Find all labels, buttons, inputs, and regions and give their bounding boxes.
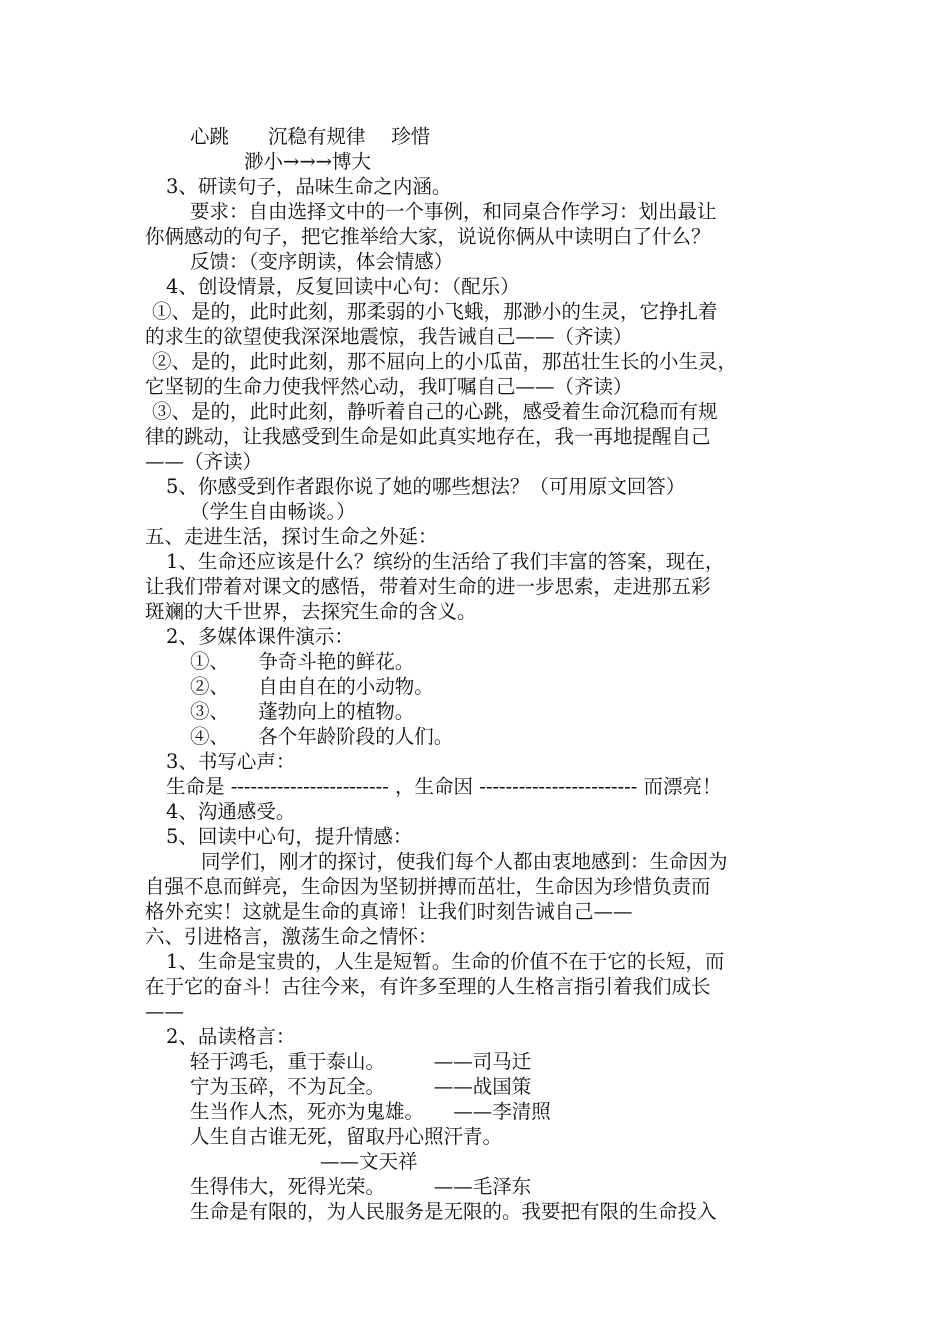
text-line: （学生自由畅谈。）	[190, 500, 356, 523]
list-item: ②、 自由自在的小动物。	[190, 675, 434, 698]
list-item: ③、 蓬勃向上的植物。	[190, 700, 415, 723]
text-line: 3、书写心声：	[166, 750, 296, 773]
text-line: ②、是的，此时此刻，那不屈向上的小瓜苗，那茁壮生长的小生灵，	[152, 350, 738, 373]
text-line: 反馈：（变序朗读，体会情感）	[190, 250, 454, 273]
text-line: 它坚韧的生命力使我怦然心动，我叮嘱自己——（齐读）	[145, 375, 633, 398]
text-line: 2、多媒体课件演示：	[166, 625, 354, 648]
text-line: 自强不息而鲜亮，生命因为坚韧拼搏而茁壮，生命因为珍惜负责而	[145, 875, 711, 898]
text-line: 1、生命是宝贵的，人生是短暂。生命的价值不在于它的长短，而	[166, 950, 725, 973]
quote-line: 生命是有限的，为人民服务是无限的。我要把有限的生命投入	[190, 1200, 717, 1223]
text-line: ③、是的，此时此刻，静听着自己的心跳，感受着生命沉稳而有规	[152, 400, 718, 423]
text-line: 渺小→→→博大	[244, 150, 372, 173]
list-item: ①、 争奇斗艳的鲜花。	[190, 650, 415, 673]
text-line: 4、沟通感受。	[166, 800, 296, 823]
text-line: 你俩感动的句子，把它推举给大家，说说你俩从中读明白了什么？	[145, 225, 711, 248]
section-heading: 五、走进生活，探讨生命之外延：	[145, 525, 438, 548]
text-line: 3、研读句子，品味生命之内涵。	[166, 175, 452, 198]
text-line: ——	[145, 1000, 184, 1023]
text-line: 2、品读格言：	[166, 1025, 296, 1048]
text-line: 5、回读中心句，提升情感：	[166, 825, 413, 848]
text-line: 格外充实！这就是生命的真谛！让我们时刻告诫自己——	[145, 900, 633, 923]
quote-line: 宁为玉碎，不为瓦全。 ——战国策	[190, 1075, 532, 1098]
list-item: ④、 各个年龄阶段的人们。	[190, 725, 454, 748]
text-line: ①、是的，此时此刻，那柔弱的小飞蛾，那渺小的生灵，它挣扎着	[152, 300, 718, 323]
text-line: 律的跳动，让我感受到生命是如此真实地存在，我一再地提醒自己	[145, 425, 711, 448]
text-line: 5、你感受到作者跟你说了她的哪些想法？（可用原文回答）	[166, 475, 686, 498]
text-line: 1、生命还应该是什么？缤纷的生活给了我们丰富的答案，现在，	[166, 550, 725, 573]
text-line: 在于它的奋斗！古往今来，有许多至理的人生格言指引着我们成长	[145, 975, 711, 998]
fill-in-line: 生命是 ------------------------ ，生命因 ------------------------ 而漂亮！	[166, 775, 722, 798]
text-line: ——（齐读）	[145, 450, 263, 473]
quote-line: 人生自古谁无死，留取丹心照汗青。	[190, 1125, 503, 1148]
quote-line: 轻于鸿毛，重于泰山。 ——司马迁	[190, 1050, 532, 1073]
quote-author: ——文天祥	[320, 1150, 418, 1173]
text-line: 同学们，刚才的探讨，使我们每个人都由衷地感到：生命因为	[201, 850, 728, 873]
text-line: 4、创设情景，反复回读中心句：（配乐）	[166, 275, 520, 298]
text-line: 的求生的欲望使我深深地震惊，我告诫自己——（齐读）	[145, 325, 633, 348]
text-line: 心跳 沉稳有规律 珍惜	[190, 125, 431, 148]
text-line: 要求：自由选择文中的一个事例，和同桌合作学习：划出最让	[190, 200, 717, 223]
text-line: 斑斓的大千世界，去探究生命的含义。	[145, 600, 477, 623]
section-heading: 六、引进格言，激荡生命之情怀：	[145, 925, 438, 948]
quote-line: 生得伟大，死得光荣。 ——毛泽东	[190, 1175, 532, 1198]
text-line: 让我们带着对课文的感悟，带着对生命的进一步思索，走进那五彩	[145, 575, 711, 598]
quote-line: 生当作人杰，死亦为鬼雄。 ——李清照	[190, 1100, 551, 1123]
